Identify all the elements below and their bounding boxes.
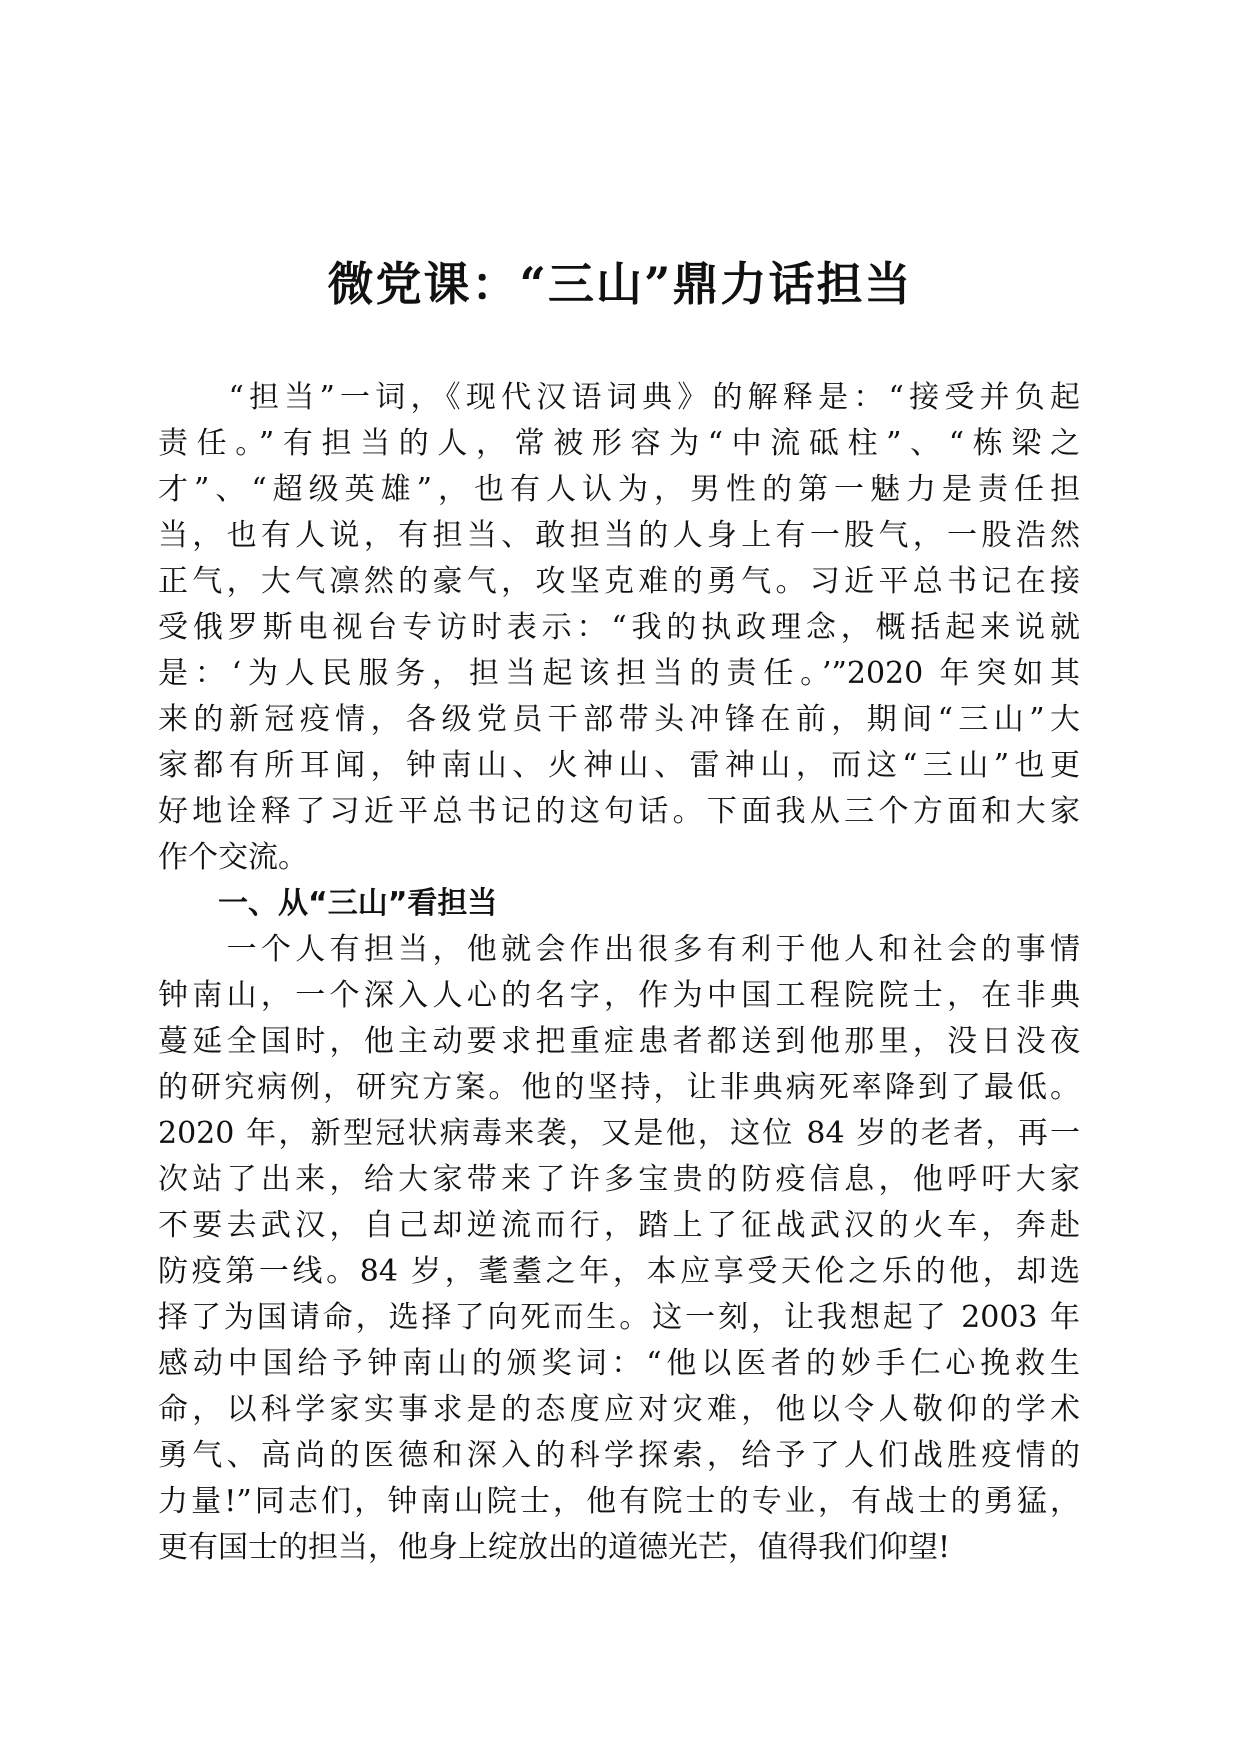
text-line: 次站了出来，给大家带来了许多宝贵的防疫信息，他呼吁大家	[158, 1162, 1080, 1197]
text-line: 一个人有担当，他就会作出很多有利于他人和社会的事情	[158, 932, 1080, 967]
section-heading: 一、从“三山”看担当	[158, 886, 498, 921]
text-line: 受俄罗斯电视台专访时表示：“我的执政理念，概括起来说就	[158, 610, 1080, 645]
text-line: 来的新冠疫情，各级党员干部带头冲锋在前，期间“三山”大	[158, 702, 1080, 737]
text-line: 力量!”同志们，钟南山院士，他有院士的专业，有战士的勇猛，	[158, 1484, 1080, 1519]
text-line: 正气，大气凛然的豪气，攻坚克难的勇气。习近平总书记在接	[158, 564, 1080, 599]
text-line: 2020 年，新型冠状病毒来袭，又是他，这位 84 岁的老者，再一	[158, 1116, 1080, 1151]
text-line: 好地诠释了习近平总书记的这句话。下面我从三个方面和大家	[158, 794, 1080, 829]
text-line: 当，也有人说，有担当、敢担当的人身上有一股气，一股浩然	[158, 518, 1080, 553]
text-line: 是：‘为人民服务，担当起该担当的责任。’”2020 年突如其	[158, 656, 1080, 691]
text-line: 勇气、高尚的医德和深入的科学探索，给予了人们战胜疫情的	[158, 1438, 1080, 1473]
paragraph-intro	[158, 375, 1080, 881]
text-line: 钟南山，一个深入人心的名字，作为中国工程院院士，在非典	[158, 978, 1080, 1013]
text-line: 更有国士的担当，他身上绽放出的道德光芒，值得我们仰望!	[158, 1530, 951, 1565]
text-line: 感动中国给予钟南山的颁奖词：“他以医者的妙手仁心挽救生	[158, 1346, 1080, 1381]
text-line: 作个交流。	[158, 840, 308, 875]
paragraph-zhong-nanshan	[158, 927, 1080, 1571]
text-line: 防疫第一线。84 岁，耄耋之年，本应享受天伦之乐的他，却选	[158, 1254, 1080, 1289]
text-line: 家都有所耳闻，钟南山、火神山、雷神山，而这“三山”也更	[158, 748, 1080, 783]
text-line: “担当”一词，《现代汉语词典》的解释是：“接受并负起	[158, 380, 1080, 415]
text-line: 的研究病例，研究方案。他的坚持，让非典病死率降到了最低。	[158, 1070, 1080, 1105]
document-title: 微党课：“三山”鼎力话担当	[327, 257, 913, 311]
document-body	[158, 375, 1080, 1571]
text-line: 不要去武汉，自己却逆流而行，踏上了征战武汉的火车，奔赴	[158, 1208, 1080, 1243]
text-line: 责任。”有担当的人，常被形容为“中流砥柱”、“栋梁之	[158, 426, 1080, 461]
text-line: 才”、“超级英雄”，也有人认为，男性的第一魅力是责任担	[158, 472, 1080, 507]
text-line: 命，以科学家实事求是的态度应对灾难，他以令人敬仰的学术	[158, 1392, 1080, 1427]
text-line: 择了为国请命，选择了向死而生。这一刻，让我想起了 2003 年	[158, 1300, 1080, 1335]
text-line: 蔓延全国时，他主动要求把重症患者都送到他那里，没日没夜	[158, 1024, 1080, 1059]
